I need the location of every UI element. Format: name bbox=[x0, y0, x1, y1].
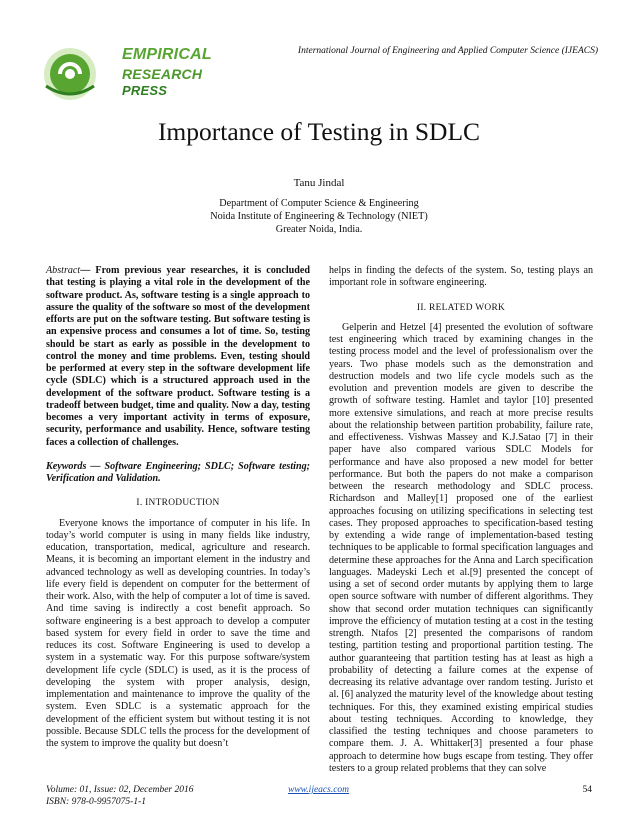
abstract bbox=[46, 265, 310, 449]
logo-emblem-icon bbox=[40, 40, 100, 110]
section-heading-introduction: I. INTRODUCTION bbox=[136, 498, 220, 509]
right-column bbox=[329, 265, 593, 775]
introduction-text: Everyone knows the importance of computer in his life. In today’s world computer is using in many fields like industry, education, transportation, medical, agriculture and research. Means, it is becoming an important element in the industry and advanced technology as well as developing countries. In today’s life every field is dependent on computer for the betterment of their work. Also, with the help of computer a lot of time is saved. And time saving is indirectly a cost benefit approach. So software engineering is a best approach to develop a computer based system for every field in order to save the time and reduces its cost. Software Engineering is used to develop a system in a systematic way. For this purpose software/system development life cycle (SDLC) is used, as it is the process of developing the system with proper analysis, design, implementation and maintenance to improve the quality of the system. Even SDLC is a systematic approach for the development of the efficient system but without testing it is not possible. Because SDLC tells the process for the development of the system to improve the quality but doesn’t bbox=[46, 517, 310, 749]
journal-header: International Journal of Engineering and Applied Computer Science (IJEACS) bbox=[297, 46, 598, 56]
page-number: 54 bbox=[582, 785, 592, 795]
introduction-continued: helps in finding the defects of the system. So, testing plays an important role in software engineering. bbox=[329, 265, 593, 289]
footer-link[interactable]: www.ijeacs.com bbox=[288, 785, 350, 795]
logo-line-2: RESEARCH bbox=[122, 66, 203, 82]
abstract-text: — From previous year researches, it is concluded that testing is playing a vital role in the development of the software product. As, software testing is a single approach to assure the quality of the software so most of the development efforts are put on the software testing. But software testing is an expensive process and consumes a lot of time. So, testing should be start as early as possible in the development to control the money and time problems. Even, testing should be performed at every step in the software development life cycle (SDLC) which is a structured approach used in the development of the software product. Software testing is a tradeoff between budget, time and quality. Now a day, testing becomes a very important activity in terms of exposure, security, performance and usability. Hence, software testing faces a collection of challenges. bbox=[46, 265, 310, 448]
abstract-label: Abstract bbox=[46, 265, 81, 276]
author-name: Tanu Jindal bbox=[293, 177, 345, 189]
related-work-text: Gelperin and Hetzel [4] presented the evolution of software test engineering which traced by examining changes in the testing process model and the level of professionalism over the years. Two phase models such as the demonstration and destruction models and two life cycle models such as the evolution and prevention models are given to describe the growth of software testing. Hamlet and taylor [10] presented more extensive simulations, and reach at more precise results about the relationship between partition probability, failure rate, and effectiveness. Vishwas Massey and K.J.Satao [7] in their paper have also compared various SDLC Models for performance and have also proposed a new model for better performance. But both the papers do not make a comparison between the research methodology and SDLC process. Richardson and Malley[1] proposed one of the earliest approaches focusing on utilizing specifications in selecting test cases. They proposed approaches to specification-based testing by extending a wide range of implementation-based testing techniques to be applicable to formal specification languages and determine these approaches for the Anna and Larch specification languages. Madeyski Lech et al.[9] presented the concept of using a set of second order mutants by applying them to large open source software with number of different algorithms. They show that second order mutation techniques can significantly improve the efficiency of mutation testing at a cost in the testing strength. Ntafos [2] presented the comparisons of random testing, partition testing and proportional partition testing. The author guaranteeing that partition testing has at least as high a probability of detecting a failure comes at the expense of decreasing its relative advantage over random testing. Juristo et al. [6] analyzed the maturity level of the knowledge about testing techniques. For this, they examined existing empirical studies about testing techniques. According to knowledge, they classified the testing techniques and choose parameters to compare them. J. A. Whittaker[3] presented a four phase approach to determine how bugs escape from testing. They offer testers to a group related problems that they can solve bbox=[329, 321, 593, 774]
affiliation-location: Greater Noida, India. bbox=[275, 224, 363, 235]
logo-line-3: PRESS bbox=[122, 83, 168, 98]
footer-volume: Volume: 01, Issue: 02, December 2016 bbox=[46, 785, 194, 795]
affiliation-department: Department of Computer Science & Engineering bbox=[219, 198, 419, 209]
affiliation-institute: Noida Institute of Engineering & Technology (NIET) bbox=[210, 211, 428, 222]
publisher-logo bbox=[40, 40, 212, 110]
footer-isbn: ISBN: 978-0-9957075-1-1 bbox=[46, 797, 146, 807]
keywords: Keywords — Software Engineering; SDLC; Software testing; Verification and Validation. bbox=[46, 460, 310, 484]
affiliation bbox=[0, 197, 638, 236]
paper-title: Importance of Testing in SDLC bbox=[157, 117, 481, 146]
section-heading-related-work: II. RELATED WORK bbox=[416, 302, 506, 313]
logo-line-1: EMPIRICAL bbox=[122, 46, 212, 63]
left-column bbox=[46, 265, 310, 750]
